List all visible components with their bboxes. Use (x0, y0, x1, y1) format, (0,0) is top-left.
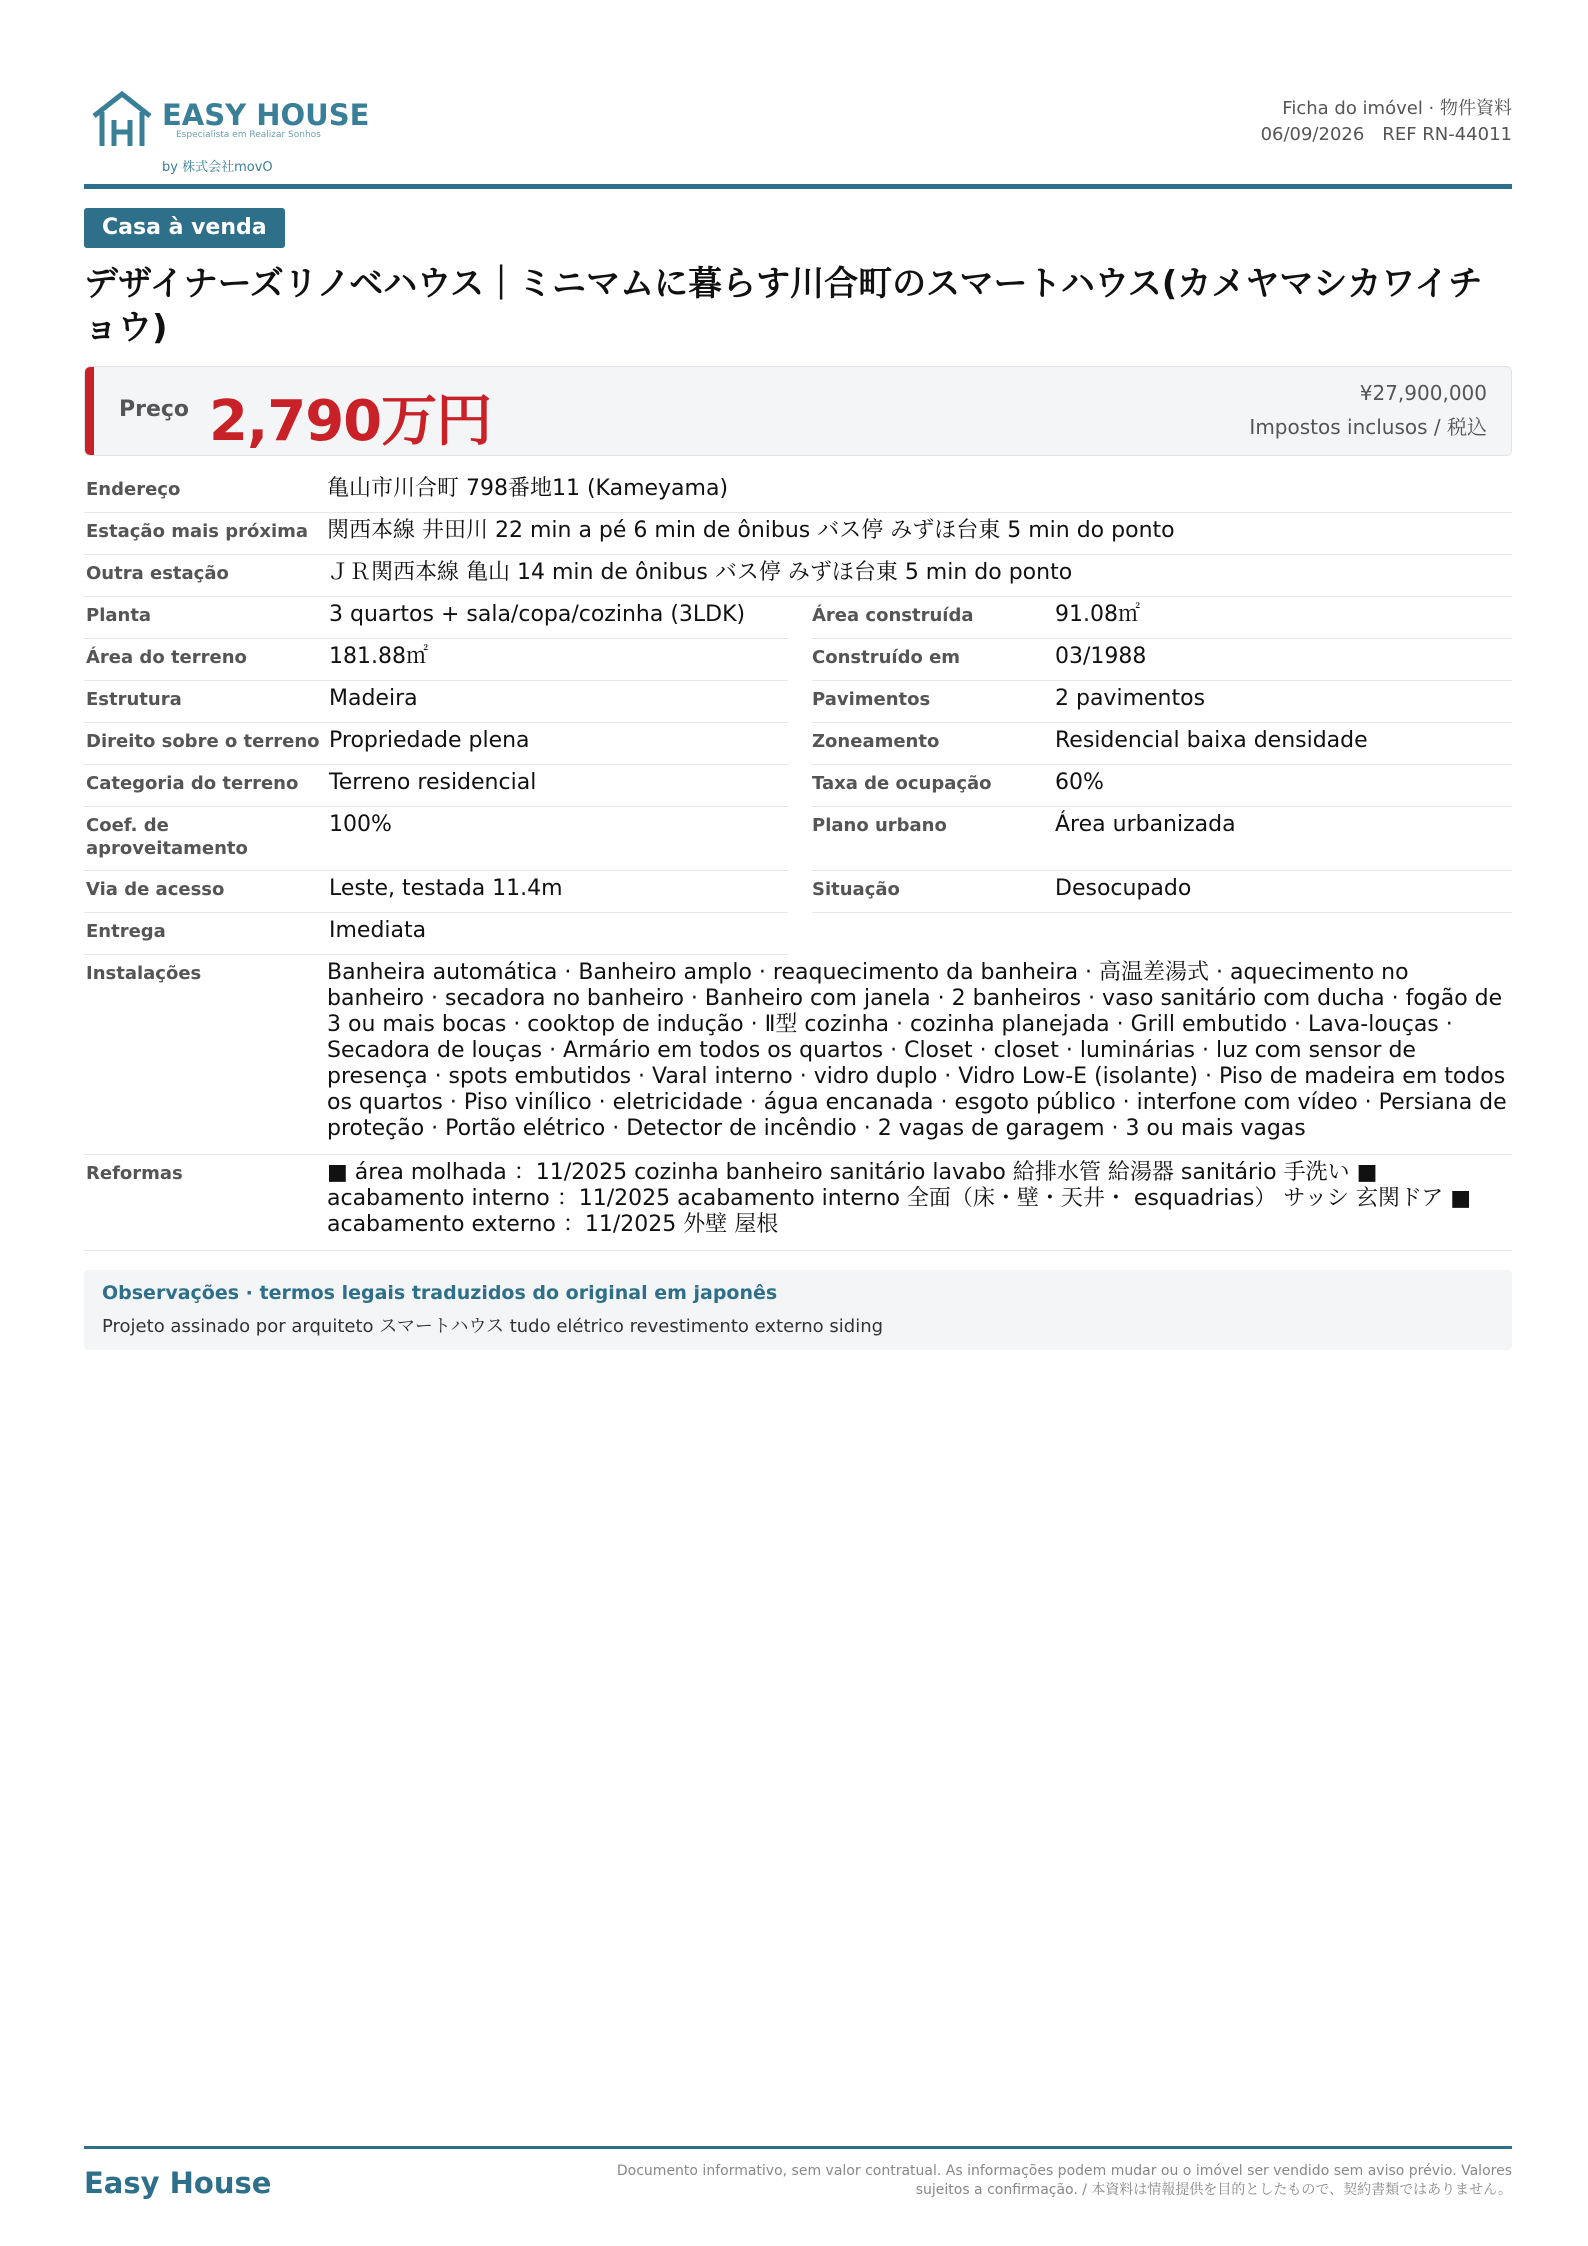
price-value: 2,790万円 (209, 389, 492, 454)
spec-value: Leste, testada 11.4m (329, 876, 563, 901)
footer-disclaimer: Documento informativo, sem valor contratual. As informações podem mudar ou o imóvel ser vendido sem aviso prévio. Valores sujeitos a confirmação. / 本資料は情報提供を目的としたもので、契約書類ではありません。 (616, 2163, 1512, 2198)
spec-value: 91.08㎡ (1055, 602, 1140, 627)
house-logo-icon (90, 90, 154, 150)
spec-value: ■ área molhada ：11/2025 cozinha banheiro sanitário lavabo 給排水管 給湯器 sanitário 手洗い ■ acabamento interno ：11/2025 acabamento interno 全面（床・壁・天井・ esquadrias） サッシ 玄関ドア ■ acabamento externo ：11/2025 外壁 屋根 (327, 1160, 1472, 1237)
spec-label: Coef. de aproveitamento (86, 815, 248, 859)
spec-value: 60% (1055, 770, 1104, 795)
spec-label: Estação mais próxima (86, 521, 309, 542)
spec-label: Outra estação (86, 563, 229, 584)
price-label: Preço (119, 397, 190, 422)
spec-label: Reformas (86, 1163, 183, 1184)
logo-tagline: Especialista em Realizar Sonhos (176, 130, 321, 140)
document-date-ref: 06/09/2026 REF RN-44011 (1260, 124, 1512, 145)
spec-label: Direito sobre o terreno (86, 731, 320, 752)
price-box (84, 366, 1512, 456)
spec-value: 2 pavimentos (1055, 686, 1206, 711)
document-meta (1261, 96, 1512, 148)
spec-label: Categoria do terreno (86, 773, 299, 794)
spec-value: Residencial baixa densidade (1055, 728, 1368, 753)
notes-text: Projeto assinado por arquiteto スマートハウス tudo elétrico revestimento externo siding (102, 1316, 884, 1337)
notes-title: Observações · termos legais traduzidos do original em japonês (102, 1282, 778, 1304)
spec-value: 関西本線 井田川 22 min a pé 6 min de ônibus バス停 みずほ台東 5 min do ponto (327, 518, 1175, 543)
spec-label: Área do terreno (86, 647, 247, 668)
spec-value: Área urbanizada (1055, 812, 1236, 837)
document-type: Ficha do imóvel · 物件資料 (1282, 98, 1512, 119)
spec-label: Área construída (812, 605, 974, 626)
header-divider (84, 184, 1512, 189)
spec-value: 03/1988 (1055, 644, 1147, 669)
spec-value: 3 quartos + sala/copa/cozinha (3LDK) (329, 602, 746, 627)
spec-label: Instalações (86, 963, 202, 984)
price-tax-note: Impostos inclusos / 税込 (1249, 415, 1487, 439)
spec-value: Imediata (329, 918, 427, 943)
spec-label: Situação (812, 879, 900, 900)
spec-label: Zoneamento (812, 731, 940, 752)
spec-value: Propriedade plena (329, 728, 530, 753)
listing-type-badge: Casa à venda (84, 208, 285, 248)
company-byline: by 株式会社movO (162, 160, 273, 175)
spec-label: Taxa de ocupação (812, 773, 992, 794)
spec-value: Terreno residencial (329, 770, 537, 795)
logo-wordmark: EASY HOUSE (162, 98, 370, 132)
spec-value: 亀山市川合町 798番地11 (Kameyama) (327, 476, 729, 501)
sheet-header (84, 78, 1512, 182)
property-sheet (84, 0, 1512, 2246)
footer-brand: Easy House (84, 2166, 272, 2200)
spec-label: Estrutura (86, 689, 182, 710)
spec-value: Desocupado (1055, 876, 1192, 901)
brand-logo (90, 84, 370, 175)
spec-label: Entrega (86, 921, 166, 942)
spec-label: Endereço (86, 479, 181, 500)
spec-value: Banheira automática · Banheiro amplo · reaquecimento da banheira · 高温差湯式 · aquecimento no banheiro · secadora no banheiro · Banheiro com janela · 2 banheiros · vaso sanitário com ducha · fogão de 3 ou mais bocas · cooktop de indução · Ⅱ型 cozinha · cozinha planejada · Grill embutido · Lava-louças · Secadora de louças · Armário em todos os quartos · Closet · closet · luminárias · luz com sensor de presença · spots embutidos · Varal interno · vidro duplo · Vidro Low-E (isolante) · Piso de madeira em todos os quartos · Piso vinílico · eletricidade · água encanada · esgoto público · interfone com vídeo · Persiana de proteção · Portão elétrico · Detector de incêndio · 2 vagas de garagem · 3 ou mais vagas (327, 960, 1507, 1141)
listing-title: デザイナーズリノベハウス｜ミニマムに暮らす川合町のスマートハウス(カメヤマシカワイチョウ) (84, 264, 1483, 348)
spec-label: Planta (86, 605, 152, 626)
notes-box (84, 1270, 1512, 1350)
spec-label: Plano urbano (812, 815, 947, 836)
spec-value: Madeira (329, 686, 418, 711)
footer-divider (84, 2146, 1512, 2149)
spec-label: Via de acesso (86, 879, 225, 900)
spec-value: 100% (329, 812, 392, 837)
spec-value: ＪＲ関西本線 亀山 14 min de ônibus バス停 みずほ台東 5 min do ponto (327, 560, 1073, 585)
spec-label: Construído em (812, 647, 961, 668)
spec-label: Pavimentos (812, 689, 931, 710)
spec-value: 181.88㎡ (329, 644, 428, 669)
price-yen: ¥27,900,000 (1359, 381, 1487, 405)
price-accent-bar (85, 367, 94, 455)
